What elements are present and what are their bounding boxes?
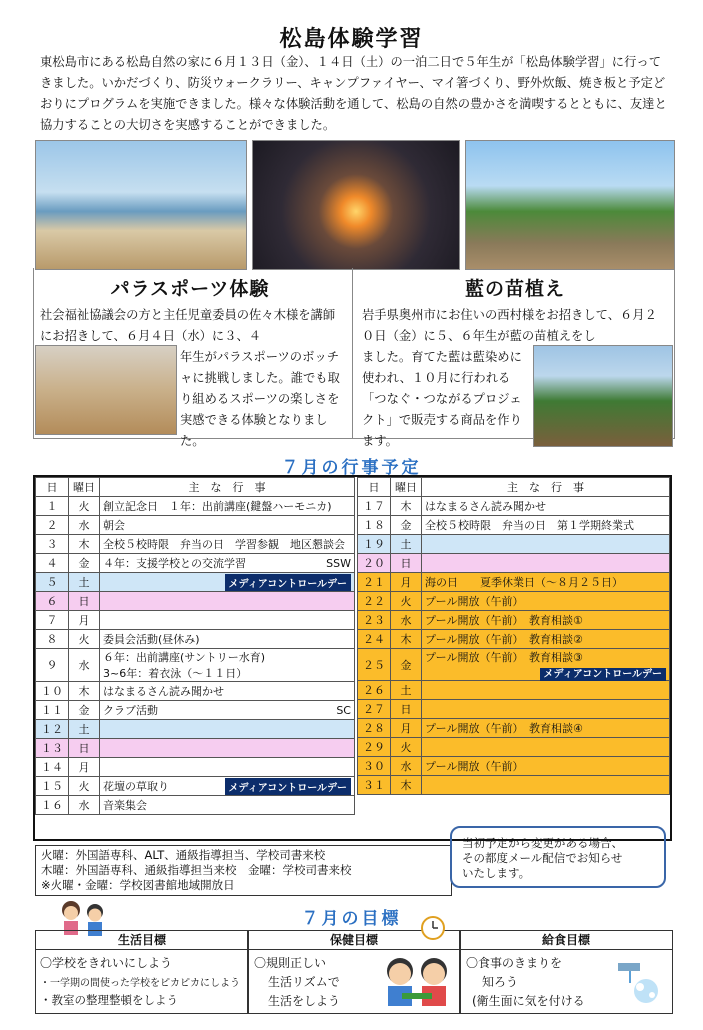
calendar-row (358, 573, 670, 592)
calendar-row (358, 738, 670, 757)
weekday-cell: 火 (69, 777, 100, 796)
notice-line: 当初予定から変更がある場合、 (462, 836, 623, 850)
lunch-goal-head: 給食目標 (460, 931, 672, 950)
event-cell (100, 796, 355, 815)
event-cell (422, 497, 670, 516)
weekday-cell: 金 (391, 516, 422, 535)
event-text: はなまるさん読み聞かせ (103, 685, 224, 698)
calendar-row (36, 758, 355, 777)
event-cell (100, 649, 355, 682)
event-text: 3~6年：着衣泳（～１１日） (103, 667, 248, 680)
calendar-row (36, 720, 355, 739)
weekday-cell: 金 (69, 554, 100, 573)
para-sports-title: パラスポーツ体験 (110, 278, 270, 300)
calendar-row (36, 682, 355, 701)
notice-line: いたします。 (462, 866, 531, 880)
event-text: 全校５校時限 弁当の日 第１学期終業式 (425, 519, 634, 532)
life-goal-box (35, 930, 249, 1014)
day-cell: １４ (36, 758, 69, 777)
event-cell (422, 681, 670, 700)
event-text: 音楽集会 (103, 799, 147, 812)
event-text: はなまるさん読み聞かせ (425, 500, 546, 513)
event-cell (100, 611, 355, 630)
col-head-weekday: 曜日 (69, 478, 100, 497)
info-line: ※火曜・金曜：学校図書館地域開放日 (41, 878, 235, 892)
calendar-row (358, 776, 670, 795)
day-cell: １３ (36, 739, 69, 758)
day-cell: ２５ (358, 649, 391, 681)
event-cell (100, 720, 355, 739)
weekday-cell: 水 (391, 611, 422, 630)
event-text: プール開放（午前） 教育相談② (425, 633, 583, 646)
calendar-row (358, 554, 670, 573)
day-cell: １７ (358, 497, 391, 516)
health-goal-line: 生活をしよう (268, 994, 341, 1008)
day-cell: ２９ (358, 738, 391, 757)
col-head-event: 主 な 行 事 (422, 478, 670, 497)
event-cell (422, 700, 670, 719)
intro-paragraph: 東松島市にある松島自然の家に６月１３日（金）、１４日（土）の一泊二日で５年生が「松島体験学習」に行ってきました。いかだづくり、防災ウォークラリー、キャンプファイヤー、マイ箸づくり、野外炊飯、焼き板と予定どおりにプログラムを実施できました。様々な体験活動を通して、松島の自然の豊かさを満喫するとともに、友達と協力することの大切さを実感することができました。 (40, 55, 667, 132)
event-text: プール開放（午前） 教育相談④ (425, 722, 583, 735)
life-goal-line: ・教室の整理整頓をしよう (40, 993, 178, 1007)
weekday-cell: 土 (391, 681, 422, 700)
day-cell: ２２ (358, 592, 391, 611)
day-cell: １０ (36, 682, 69, 701)
day-cell: ２３ (358, 611, 391, 630)
handwash-icon (610, 957, 662, 1007)
event-cell (100, 758, 355, 777)
event-cell (100, 701, 355, 720)
event-text: ４年：支援学校との交流学習 (103, 557, 246, 570)
weekday-cell: 日 (391, 700, 422, 719)
day-cell: ２１ (358, 573, 391, 592)
weekday-cell: 水 (69, 516, 100, 535)
indigo-text-bottom: ました。育てた藍は藍染めに使われ、１０月に行われる「つなぐ・つながるプロジェクト」で販売する商品を作ります。 (362, 350, 522, 448)
weekday-cell: 金 (391, 649, 422, 681)
weekday-cell: 日 (391, 554, 422, 573)
day-cell: ２７ (358, 700, 391, 719)
weekday-cell: 水 (391, 757, 422, 776)
weekday-cell: 水 (69, 649, 100, 682)
event-text: 全校５校時限 弁当の日 学習参観 地区懇談会 (103, 538, 345, 551)
calendar-row (36, 554, 355, 573)
staff-tag: SC (336, 703, 351, 717)
weekday-cell: 土 (69, 720, 100, 739)
day-cell: １８ (358, 516, 391, 535)
calendar-title: ７月の行事予定 (281, 458, 422, 478)
weekday-cell: 火 (69, 497, 100, 516)
weekday-cell: 火 (69, 630, 100, 649)
campfire-photo (252, 140, 460, 270)
day-cell: １ (36, 497, 69, 516)
calendar-row (36, 611, 355, 630)
calendar-row (358, 497, 670, 516)
event-cell (422, 738, 670, 757)
life-goal-head: 生活目標 (36, 931, 248, 950)
media-control-day-badge: メディアコントロールデー (540, 668, 667, 681)
event-cell (422, 776, 670, 795)
event-cell (100, 573, 355, 592)
notice-line: その都度メール配信でお知らせ (462, 851, 623, 865)
calendar-row (358, 700, 670, 719)
event-cell (422, 611, 670, 630)
media-control-day-badge: メディアコントロールデー (225, 778, 352, 795)
event-cell (422, 649, 670, 681)
weekday-cell: 木 (391, 630, 422, 649)
day-cell: ６ (36, 592, 69, 611)
event-text: プール開放（午前） 教育相談① (425, 614, 583, 627)
lunch-goal-line: (衛生面に気を付ける (472, 994, 585, 1008)
calendar-row (358, 757, 670, 776)
info-line: 火曜：外国語専科、ALT、通級指導担当、学校司書来校 (41, 848, 326, 862)
event-cell (422, 630, 670, 649)
para-sports-text-top: 社会福祉協議会の方と主任児童委員の佐々木様を講師にお招きして、６月４日（水）に３、４ (40, 308, 336, 343)
day-cell: １５ (36, 777, 69, 796)
weekday-cell: 月 (391, 719, 422, 738)
event-cell (422, 757, 670, 776)
calendar-row (358, 681, 670, 700)
col-head-weekday: 曜日 (391, 478, 422, 497)
day-cell: １１ (36, 701, 69, 720)
weekday-cell: 木 (69, 535, 100, 554)
life-goal-line: ・一学期の間使った学校をピカピカにしよう (40, 978, 240, 989)
goals-title: ７月の目標 (301, 909, 402, 929)
section-divider (352, 268, 353, 438)
event-cell (422, 535, 670, 554)
col-head-day: 日 (36, 478, 69, 497)
weekday-cell: 火 (391, 592, 422, 611)
calendar-row (358, 649, 670, 681)
boccia-photo (35, 345, 177, 435)
day-cell: ７ (36, 611, 69, 630)
event-cell (422, 719, 670, 738)
calendar-row (36, 701, 355, 720)
calendar-row (36, 497, 355, 516)
calendar-row (36, 649, 355, 682)
life-goal-line: 〇学校をきれいにしよう (40, 956, 173, 970)
schedule-change-notice (450, 826, 666, 888)
event-text: プール開放（午前） (425, 760, 524, 773)
raft-group-photo (35, 140, 247, 270)
weekday-cell: 日 (69, 739, 100, 758)
day-cell: ２４ (358, 630, 391, 649)
info-line: 木曜：外国語専科、通級指導担当来校 金曜：学校司書来校 (41, 863, 352, 877)
day-cell: ４ (36, 554, 69, 573)
event-cell (100, 554, 355, 573)
day-cell: １２ (36, 720, 69, 739)
day-cell: ２８ (358, 719, 391, 738)
health-goal-line: 生活リズムで (268, 975, 340, 989)
calendar-right-table (357, 477, 670, 795)
event-cell (100, 516, 355, 535)
calendar-row (358, 630, 670, 649)
calendar-row (36, 516, 355, 535)
col-head-day: 日 (358, 478, 391, 497)
col-head-event: 主 な 行 事 (100, 478, 355, 497)
para-sports-text-bottom: 年生がパラスポーツのボッチャに挑戦しました。誰でも取り組めるスポーツの楽しさを実感できる体験となりました。 (180, 350, 340, 448)
event-text: 花壇の草取り (103, 780, 169, 793)
media-control-day-badge: メディアコントロールデー (225, 574, 352, 591)
day-cell: ５ (36, 573, 69, 592)
weekday-cell: 木 (391, 497, 422, 516)
event-cell (422, 573, 670, 592)
day-cell: ３１ (358, 776, 391, 795)
weekday-cell: 土 (391, 535, 422, 554)
health-goal-box (247, 930, 461, 1014)
weekday-cell: 月 (391, 573, 422, 592)
event-text: 委員会活動(昼休み) (103, 633, 200, 646)
event-text: 創立記念日 １年：出前講座(鍵盤ハーモニカ) (103, 500, 332, 513)
event-text: 朝会 (103, 519, 125, 532)
staff-tag: SSW (326, 556, 351, 570)
lunch-goal-box (459, 930, 673, 1014)
event-cell (100, 535, 355, 554)
event-text: クラブ活動 (103, 704, 158, 717)
event-text: プール開放（午前） (425, 595, 524, 608)
health-goal-head: 保健目標 (248, 931, 460, 950)
event-text: ６年：出前講座(サントリー水育) (103, 651, 266, 664)
calendar-row (36, 739, 355, 758)
lunch-goal-line: 知ろう (482, 975, 519, 989)
event-text: プール開放（午前） 教育相談③ (425, 651, 583, 664)
day-cell: ８ (36, 630, 69, 649)
day-cell: １９ (358, 535, 391, 554)
staff-visit-info (35, 845, 452, 896)
day-cell: ２ (36, 516, 69, 535)
event-cell (100, 592, 355, 611)
calendar-row (358, 535, 670, 554)
weekday-cell: 土 (69, 573, 100, 592)
weekday-cell: 日 (69, 592, 100, 611)
weekday-cell: 水 (69, 796, 100, 815)
event-cell (422, 554, 670, 573)
planting-photo (533, 345, 673, 447)
event-cell (100, 497, 355, 516)
kids-eating-illustration (380, 953, 456, 1009)
day-cell: ３０ (358, 757, 391, 776)
event-text: 海の日 夏季休業日（～８月２５日） (425, 576, 623, 589)
calendar-row (358, 592, 670, 611)
clock-icon (420, 915, 446, 941)
event-cell (100, 739, 355, 758)
calendar-row (36, 777, 355, 796)
calendar-left-table (35, 477, 355, 815)
weekday-cell: 月 (69, 758, 100, 777)
indigo-planting-title: 藍の苗植え (464, 278, 565, 300)
weekday-cell: 木 (69, 682, 100, 701)
calendar-row (36, 796, 355, 815)
calendar-row (358, 516, 670, 535)
weekday-cell: 火 (391, 738, 422, 757)
weekday-cell: 木 (391, 776, 422, 795)
calendar-row (36, 592, 355, 611)
event-cell (100, 682, 355, 701)
weekday-cell: 月 (69, 611, 100, 630)
event-cell (422, 592, 670, 611)
calendar-row (36, 573, 355, 592)
calendar-row (358, 719, 670, 738)
weekday-cell: 金 (69, 701, 100, 720)
event-cell (100, 777, 355, 796)
day-cell: ２０ (358, 554, 391, 573)
calendar-row (36, 630, 355, 649)
page-title: 松島体験学習 (279, 27, 424, 52)
day-cell: ３ (36, 535, 69, 554)
event-cell (100, 630, 355, 649)
seaside-students-photo (465, 140, 675, 270)
event-cell (422, 516, 670, 535)
day-cell: ９ (36, 649, 69, 682)
lunch-goal-line: 〇食事のきまりを (466, 956, 563, 970)
day-cell: ２６ (358, 681, 391, 700)
health-goal-line: 〇規則正しい (254, 956, 327, 970)
calendar-row (36, 535, 355, 554)
day-cell: １６ (36, 796, 69, 815)
indigo-text-top: 岩手県奥州市にお住いの西村様をお招きして、６月２０日（金）に５、６年生が藍の苗植えをし (362, 308, 657, 343)
calendar-row (358, 611, 670, 630)
